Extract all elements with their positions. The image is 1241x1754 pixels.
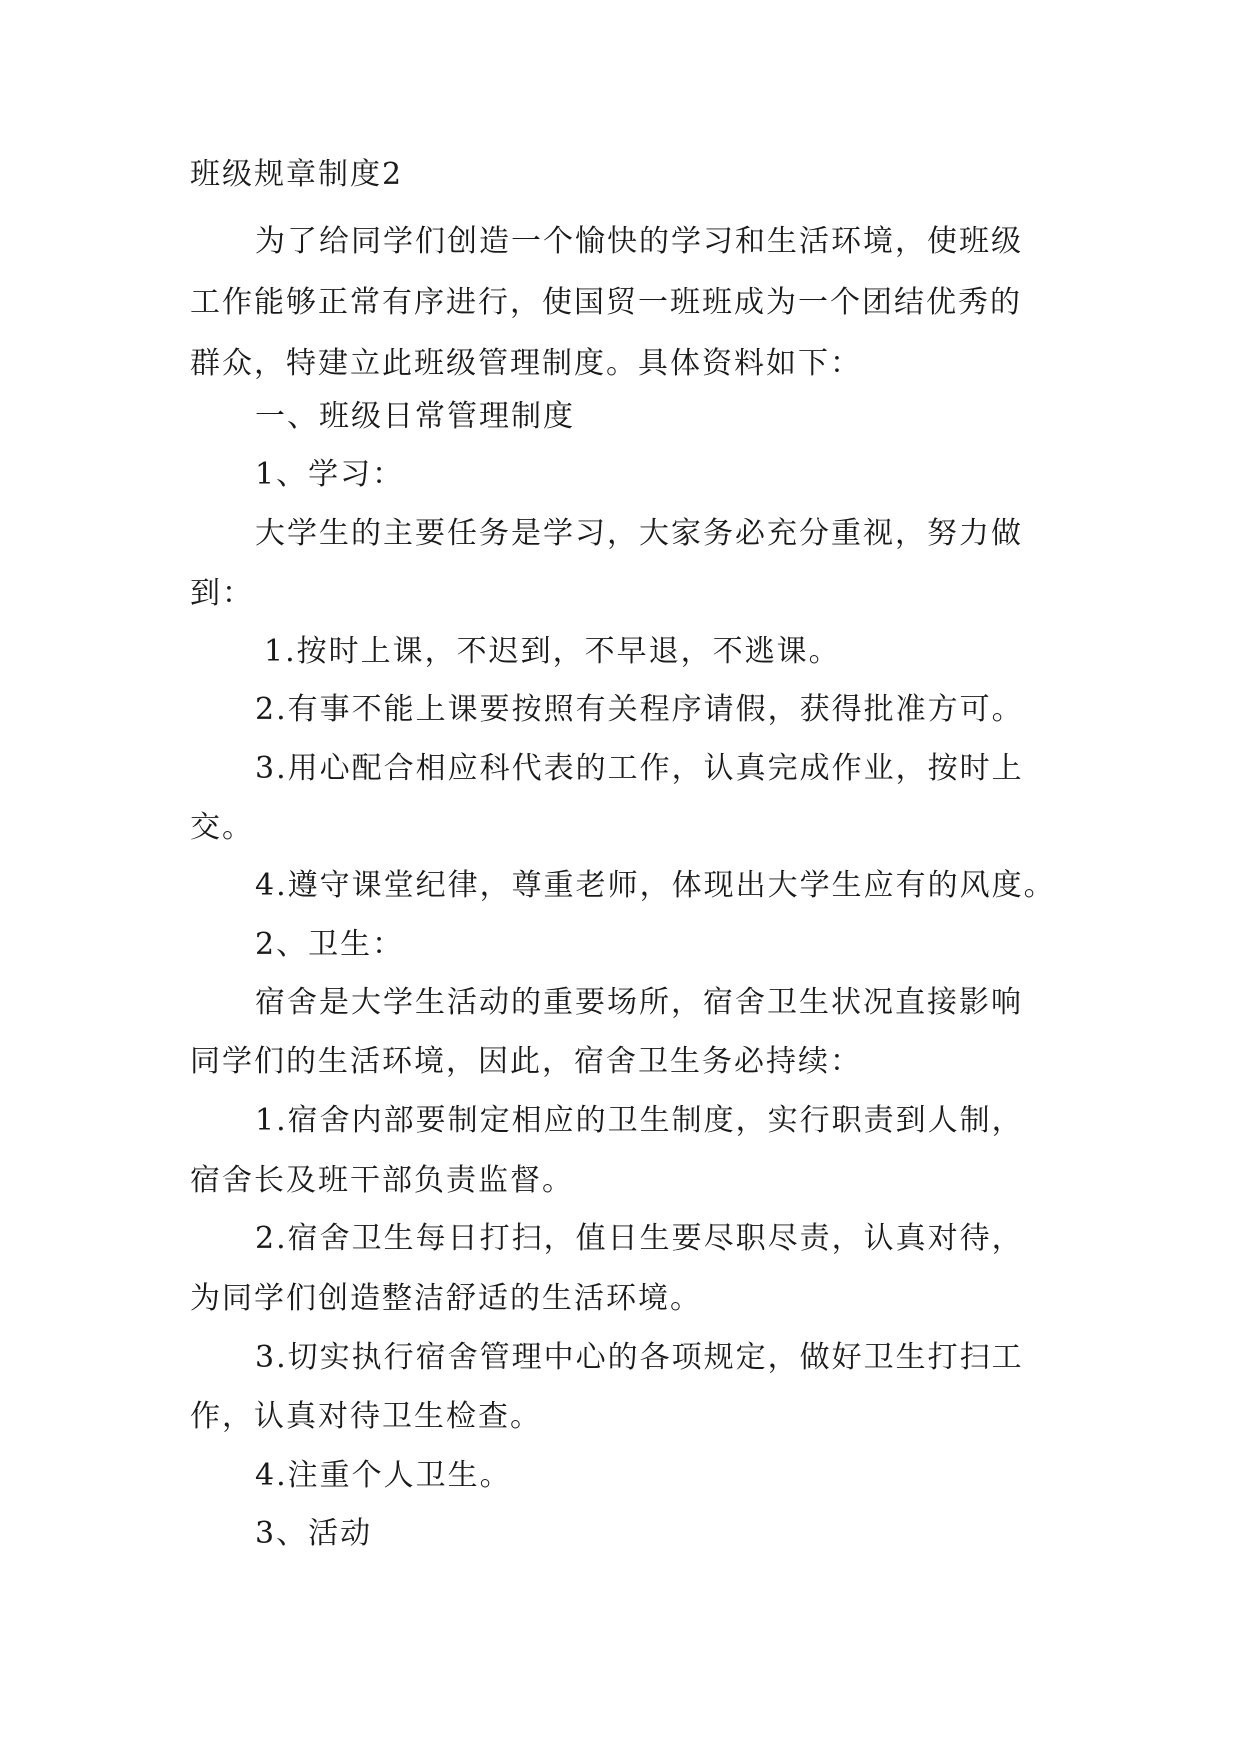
study-item-3-line-2: 交。 bbox=[190, 810, 254, 845]
document-title: 班级规章制度2 bbox=[190, 157, 404, 192]
study-item-4: 4.遵守课堂纪律，尊重老师，体现出大学生应有的风度。 bbox=[255, 868, 1056, 903]
hygiene-item-2-line-1: 2.宿舍卫生每日打扫，值日生要尽职尽责，认真对待， bbox=[255, 1221, 1024, 1256]
study-item-1: 1.按时上课，不迟到，不早退，不逃课。 bbox=[264, 634, 841, 669]
intro-line-3: 群众，特建立此班级管理制度。具体资料如下： bbox=[190, 346, 862, 381]
hygiene-desc-line-2: 同学们的生活环境，因此，宿舍卫生务必持续： bbox=[190, 1044, 862, 1079]
hygiene-item-3-line-2: 作，认真对待卫生检查。 bbox=[190, 1399, 542, 1434]
study-item-2: 2.有事不能上课要按照有关程序请假，获得批准方可。 bbox=[255, 692, 1024, 727]
activity-heading: 3、活动 bbox=[255, 1516, 373, 1551]
intro-line-1: 为了给同学们创造一个愉快的学习和生活环境，使班级 bbox=[255, 224, 1023, 259]
study-desc-line-2: 到： bbox=[190, 576, 254, 611]
hygiene-item-1-line-1: 1.宿舍内部要制定相应的卫生制度，实行职责到人制， bbox=[255, 1103, 1024, 1138]
hygiene-heading: 2、卫生： bbox=[255, 927, 405, 962]
hygiene-item-1-line-2: 宿舍长及班干部负责监督。 bbox=[190, 1163, 574, 1198]
hygiene-item-2-line-2: 为同学们创造整洁舒适的生活环境。 bbox=[190, 1281, 702, 1316]
study-heading: 1、学习： bbox=[255, 457, 405, 492]
hygiene-item-3-line-1: 3.切实执行宿舍管理中心的各项规定，做好卫生打扫工 bbox=[255, 1340, 1024, 1375]
study-desc-line-1: 大学生的主要任务是学习，大家务必充分重视，努力做 bbox=[255, 516, 1023, 551]
study-item-3-line-1: 3.用心配合相应科代表的工作，认真完成作业，按时上 bbox=[255, 751, 1024, 786]
section1-heading: 一、班级日常管理制度 bbox=[255, 399, 575, 434]
hygiene-item-4: 4.注重个人卫生。 bbox=[255, 1458, 512, 1493]
hygiene-desc-line-1: 宿舍是大学生活动的重要场所，宿舍卫生状况直接影响 bbox=[255, 985, 1023, 1020]
intro-line-2: 工作能够正常有序进行，使国贸一班班成为一个团结优秀的 bbox=[190, 285, 1022, 320]
